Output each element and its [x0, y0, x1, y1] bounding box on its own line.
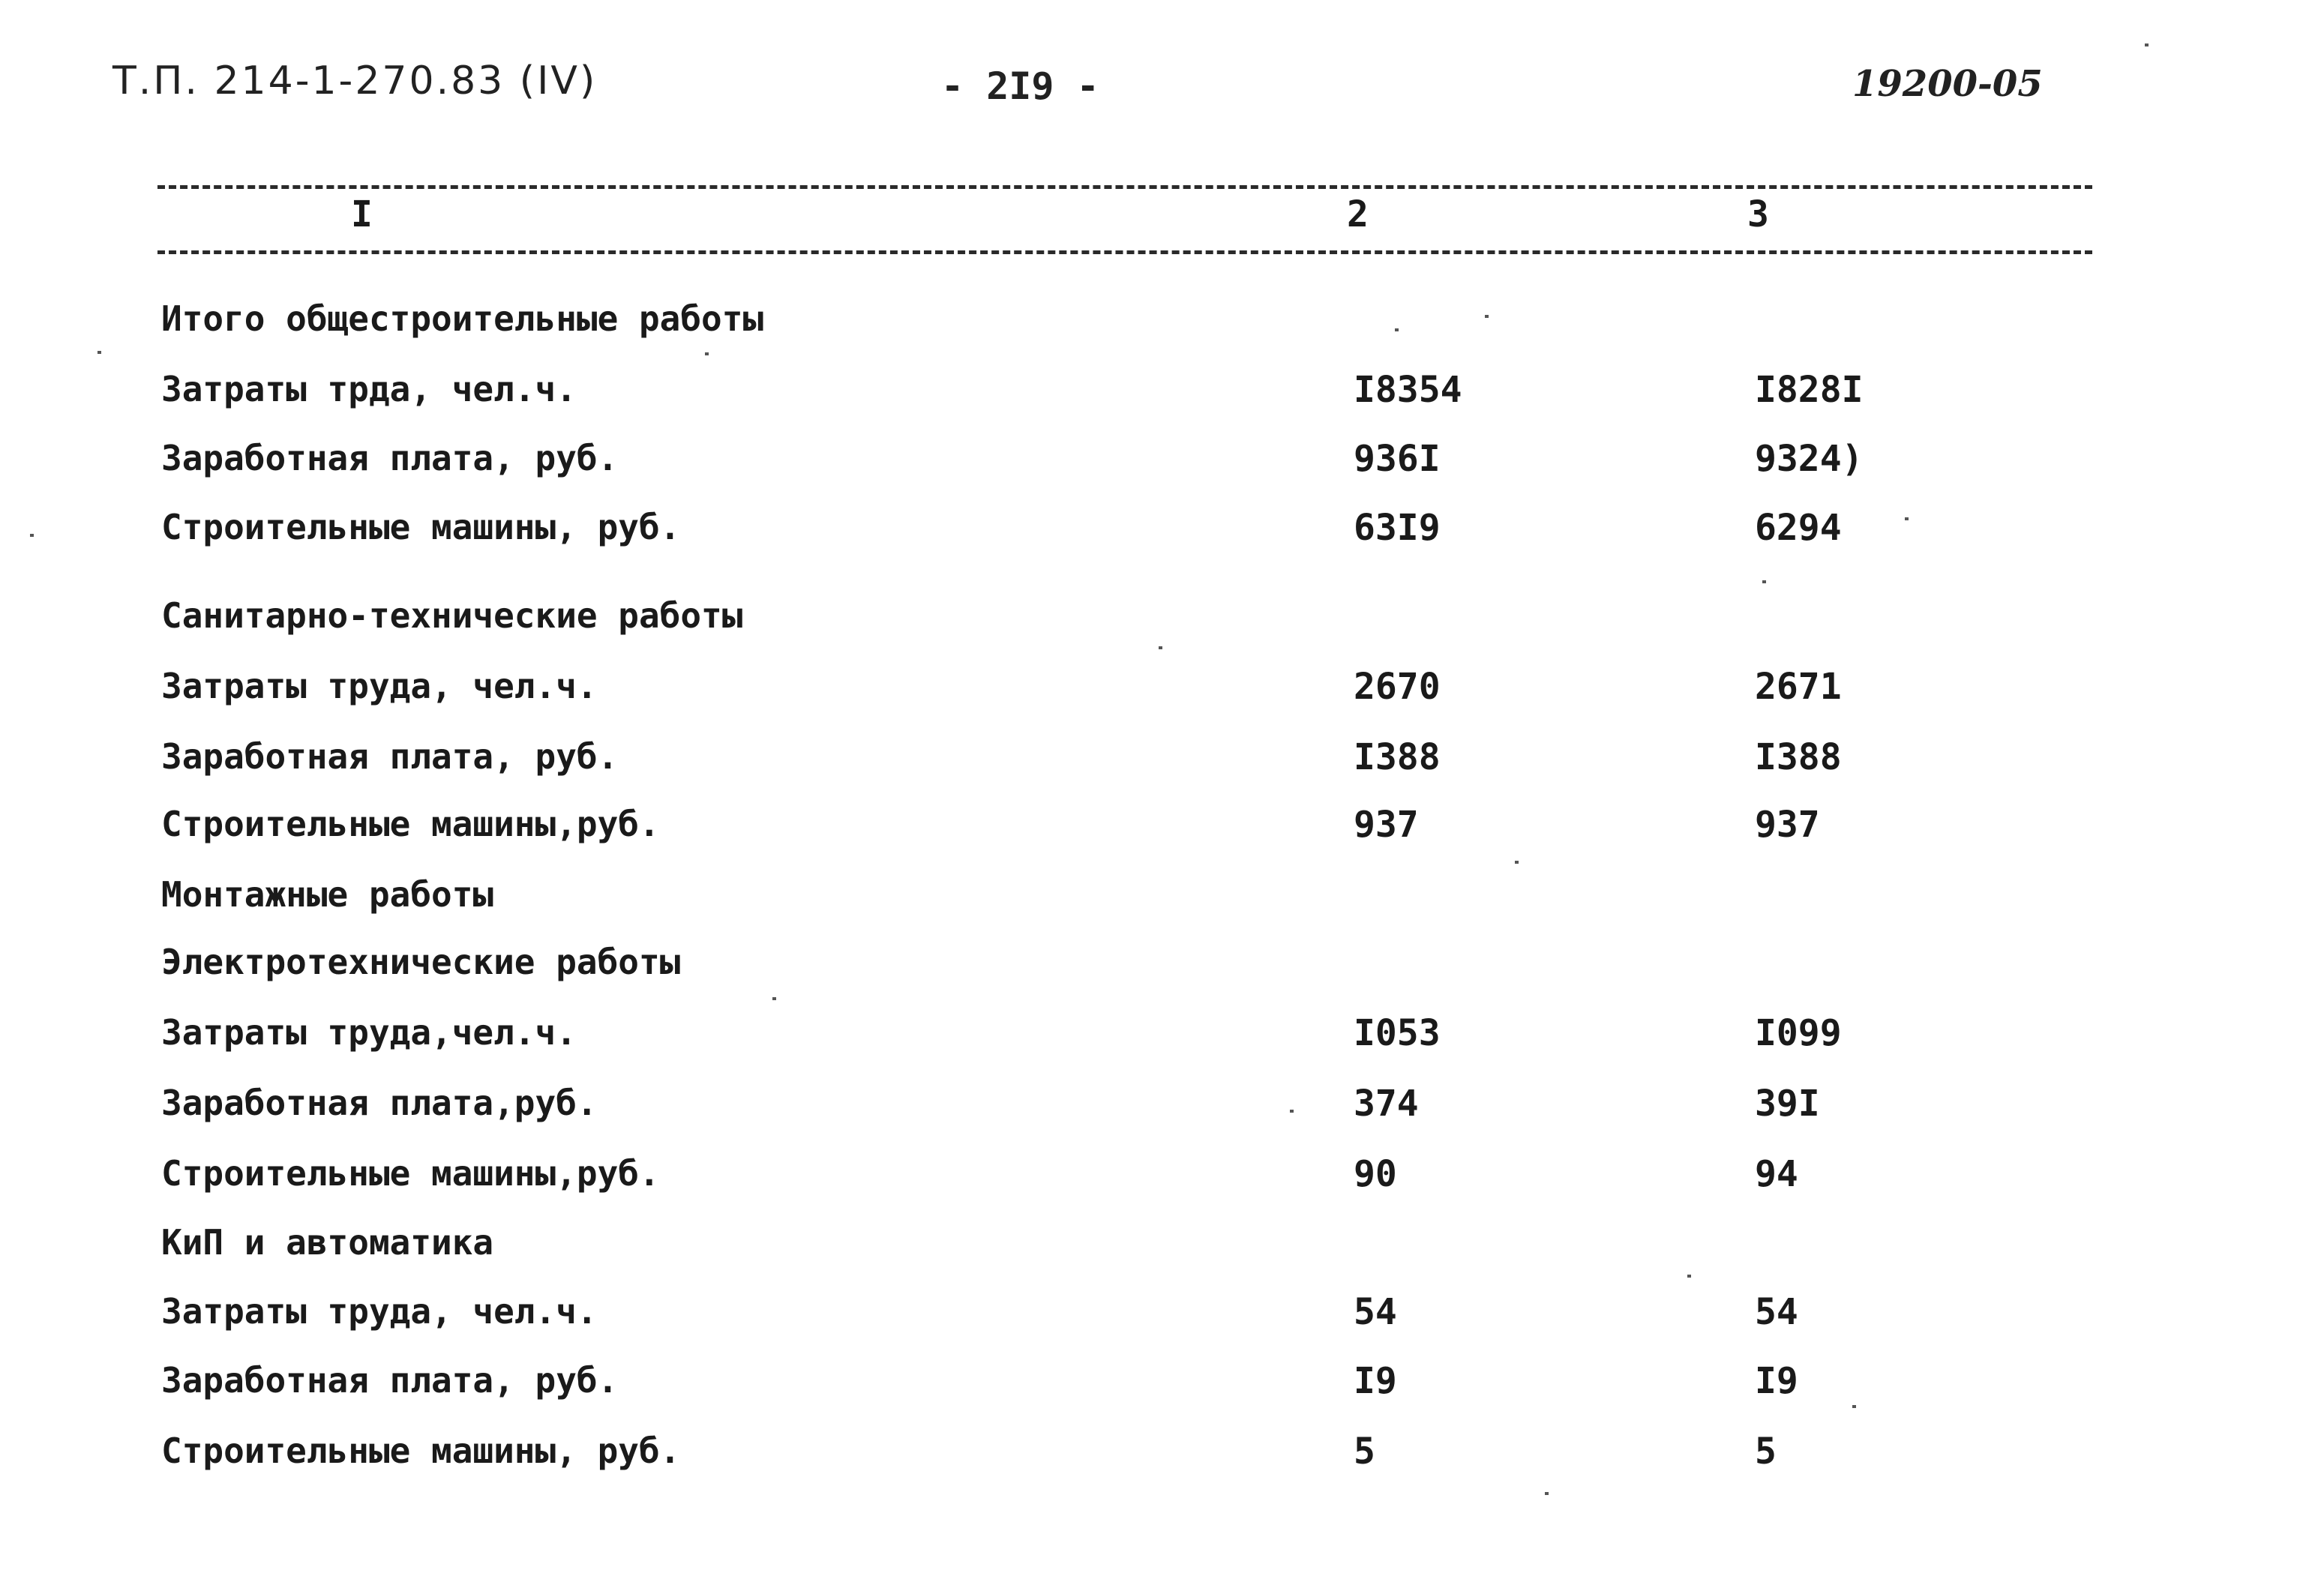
row-label: Строительные машины,руб.: [161, 804, 660, 844]
table-row: [161, 1083, 2111, 1128]
scan-speck: [1545, 1492, 1549, 1495]
scan-speck: [705, 352, 709, 355]
page-number: - 2I9 -: [941, 64, 1099, 108]
row-value-col3: 5: [1755, 1431, 1777, 1473]
table-row: [161, 1153, 2111, 1198]
row-value-col3: I828I: [1755, 369, 1864, 411]
row-label: Строительные машины, руб.: [161, 507, 681, 547]
table-top-rule: [157, 185, 2092, 189]
table-row: [161, 736, 2111, 781]
scan-speck: [1852, 1405, 1856, 1408]
row-label: Санитарно-технические работы: [161, 595, 743, 636]
row-value-col3: I099: [1755, 1012, 1842, 1054]
row-label: Затраты труда, чел.ч.: [161, 1291, 598, 1332]
row-label: КиП и автоматика: [161, 1222, 494, 1263]
section-heading-row: [161, 942, 2111, 987]
scan-speck: [30, 534, 34, 537]
row-label: Затраты труда, чел.ч.: [161, 666, 598, 706]
row-value-col3: I388: [1755, 736, 1842, 778]
row-label: Затраты труда,чел.ч.: [161, 1012, 577, 1053]
section-heading-row: [161, 1222, 2111, 1267]
row-label: Заработная плата, руб.: [161, 1360, 619, 1401]
row-value-col3: 9324): [1755, 438, 1864, 480]
row-value-col2: 374: [1354, 1083, 1419, 1125]
row-value-col2: 90: [1354, 1153, 1397, 1195]
scan-speck: [2145, 43, 2149, 46]
row-value-col2: 2670: [1354, 666, 1441, 708]
row-label: Заработная плата,руб.: [161, 1083, 598, 1123]
row-value-col3: I9: [1755, 1360, 1798, 1402]
scan-speck: [1515, 861, 1519, 864]
row-label: Монтажные работы: [161, 874, 494, 915]
table-row: [161, 438, 2111, 483]
document-code: Т.П. 214-1-270.83 (IV): [112, 58, 598, 103]
row-value-col2: I8354: [1354, 369, 1462, 411]
scan-speck: [1290, 1110, 1294, 1113]
row-label: Итого общестроительные работы: [161, 298, 764, 339]
table-row: [161, 507, 2111, 552]
row-value-col3: 39I: [1755, 1083, 1820, 1125]
row-value-col2: 54: [1354, 1291, 1397, 1333]
scan-speck: [1905, 517, 1909, 520]
row-label: Заработная плата, руб.: [161, 736, 619, 777]
table-row: [161, 1360, 2111, 1405]
column-header-2: 2: [1347, 193, 1369, 235]
scan-speck: [772, 997, 776, 1000]
table-row: [161, 1431, 2111, 1476]
row-value-col3: 937: [1755, 804, 1820, 846]
row-value-col2: 63I9: [1354, 507, 1441, 549]
table-row: [161, 369, 2111, 414]
section-heading-row: [161, 595, 2111, 640]
column-header-3: 3: [1747, 193, 1769, 235]
scan-speck: [1485, 315, 1489, 318]
row-value-col3: 2671: [1755, 666, 1842, 708]
handwritten-inventory-number: 19200-05: [1852, 63, 2043, 105]
scan-speck: [1395, 328, 1399, 331]
table-row: [161, 1012, 2111, 1057]
scan-speck: [1159, 646, 1162, 649]
scan-speck: [97, 351, 101, 354]
row-value-col2: 936I: [1354, 438, 1441, 480]
section-heading-row: [161, 298, 2111, 343]
column-header-1: I: [351, 193, 373, 235]
section-heading-row: [161, 874, 2111, 919]
table-row: [161, 1291, 2111, 1336]
row-value-col3: 54: [1755, 1291, 1798, 1333]
table-row: [161, 666, 2111, 711]
row-value-col2: 5: [1354, 1431, 1375, 1473]
row-value-col2: I9: [1354, 1360, 1397, 1402]
row-label: Затраты трда, чел.ч.: [161, 369, 577, 409]
row-value-col2: I053: [1354, 1012, 1441, 1054]
row-label: Заработная плата, руб.: [161, 438, 619, 478]
row-value-col2: 937: [1354, 804, 1419, 846]
scan-speck: [1687, 1275, 1691, 1278]
row-label: Строительные машины,руб.: [161, 1153, 660, 1194]
row-label: Строительные машины, руб.: [161, 1431, 681, 1471]
row-value-col3: 6294: [1755, 507, 1842, 549]
row-value-col3: 94: [1755, 1153, 1798, 1195]
row-value-col2: I388: [1354, 736, 1441, 778]
table-header-rule: [157, 250, 2092, 254]
scan-speck: [1762, 580, 1766, 583]
row-label: Электротехнические работы: [161, 942, 681, 982]
table-row: [161, 804, 2111, 849]
